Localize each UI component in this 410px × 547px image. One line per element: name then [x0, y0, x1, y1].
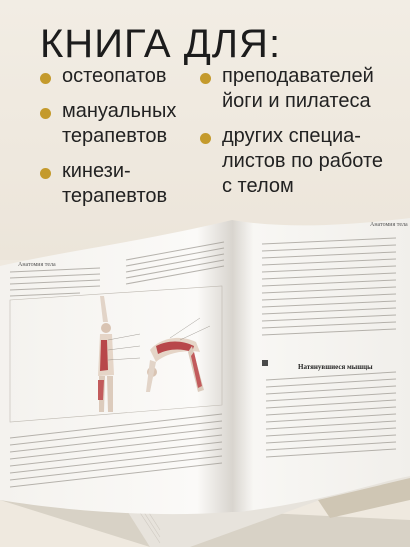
list-item-text: других специа- листов по работе с телом: [222, 125, 384, 197]
bullet-icon: [40, 108, 51, 119]
book-svg: [0, 200, 410, 547]
list-item-text: кинези- терапевтов: [62, 160, 168, 207]
list-item-text: мануальных терапевтов: [62, 100, 177, 147]
list-item: [40, 64, 200, 89]
bullet-icon: [200, 73, 211, 84]
bullet-icon: [40, 168, 51, 179]
left-page-header: Анатомия тела: [18, 262, 56, 268]
bullet-icon: [200, 133, 211, 144]
list-item: [200, 124, 405, 199]
callout-title: Натянувшиеся мышцы: [298, 363, 373, 371]
open-book-illustration: [0, 200, 410, 547]
callout-bar: [262, 360, 268, 366]
right-page-header: Анатомия тела: [370, 222, 408, 228]
list-item-text: остеопатов: [62, 65, 167, 87]
list-item: [40, 99, 200, 149]
bullet-icon: [40, 73, 51, 84]
list-item-text: преподавателей йоги и пилатеса: [222, 65, 374, 112]
headline: КНИГА ДЛЯ:: [40, 22, 282, 66]
list-item: [200, 64, 405, 114]
audience-list-left: [40, 64, 200, 219]
audience-list-right: [200, 64, 405, 209]
